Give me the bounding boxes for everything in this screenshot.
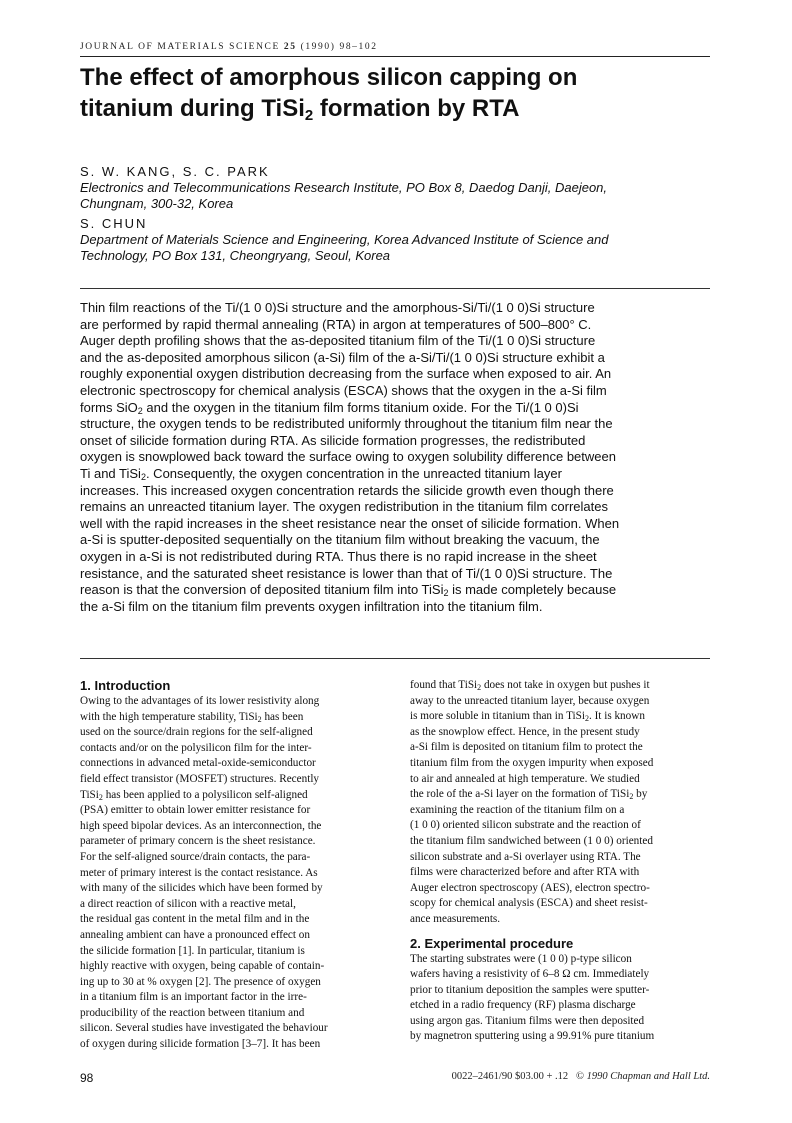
body-line: meter of primary interest is the contact resistance. As xyxy=(80,866,318,879)
abstract-subscript: 2 xyxy=(140,471,146,482)
abstract-text: and the oxygen in the titanium film forms titanium oxide. For the Ti/(1 0 0)Si xyxy=(142,399,579,415)
body-text: . It is known xyxy=(588,710,645,723)
body-line: (1 0 0) oriented silicon substrate and the reaction of xyxy=(410,819,641,832)
body-subscript: 2 xyxy=(629,792,634,802)
body-text: does not take in oxygen but pushes it xyxy=(481,679,650,691)
body-subscript: 2 xyxy=(98,792,103,802)
body-text: TiSi xyxy=(80,788,99,801)
abstract-line: electronic spectroscopy for chemical analysis (ESCA) shows that the oxygen in the a-Si film xyxy=(80,382,607,398)
abstract-line xyxy=(80,400,720,417)
body-text: is more soluble in titanium than in TiSi xyxy=(410,710,585,723)
body-subscript: 2 xyxy=(477,683,482,692)
body-line: used on the source/drain regions for the self-aligned xyxy=(80,726,313,739)
body-text: by xyxy=(633,788,648,801)
abstract-line: increases. This increased oxygen concentration retards the silicide growth even though there xyxy=(80,482,614,498)
title-subscript: 2 xyxy=(304,107,314,124)
body-line xyxy=(80,710,388,726)
abstract-subscript: 2 xyxy=(443,588,449,599)
body-line: (PSA) emitter to obtain lower emitter resistance for xyxy=(80,804,311,817)
body-line: connections in advanced metal-oxide-semiconductor xyxy=(80,757,316,770)
body-line: wafers having a resistivity of 6–8 Ω cm. Immediately xyxy=(410,968,650,981)
section-heading: 1. Introduction xyxy=(80,678,171,693)
body-line: titanium film from the oxygen impurity when exposed xyxy=(410,756,654,769)
body-subscript: 2 xyxy=(257,714,262,724)
title-text: formation by RTA xyxy=(313,95,520,122)
article-code: 0022–2461/90 $03.00 + .12 xyxy=(451,1071,569,1082)
publisher: 1990 Chapman and Hall Ltd. xyxy=(586,1071,710,1082)
journal-header xyxy=(80,42,378,52)
body-line: prior to titanium deposition the samples were sputter- xyxy=(410,983,650,996)
abstract-line: the a-Si film on the titanium film prevents oxygen infiltration into the titanium film. xyxy=(80,598,543,614)
journal-year-pages: (1990) 98–102 xyxy=(300,42,378,52)
author-affiliation: Chungnam, 300-32, Korea xyxy=(80,196,234,211)
abstract-line: remains an unreacted titanium layer. The oxygen redistribution in the titanium film correlates xyxy=(80,499,608,515)
body-line: For the self-aligned source/drain contacts, the para- xyxy=(80,850,311,863)
body-line: annealing ambient can have a pronounced effect on xyxy=(80,928,310,941)
body-line: high speed bipolar devices. As an interconnection, the xyxy=(80,819,322,832)
body-line: away to the unreacted titanium layer, because oxygen xyxy=(410,694,650,707)
body-line: ing up to 30 at % oxygen [2]. The presence of oxygen xyxy=(80,975,321,988)
body-text: the role of the a-Si layer on the formation of TiSi xyxy=(410,788,630,801)
abstract-line: Auger depth profiling shows that the as-deposited titanium film of the Ti/(1 0 0)Si structure xyxy=(80,333,596,349)
abstract-line: roughly exponential oxygen distribution decreasing from the surface when exposed to air. An xyxy=(80,366,612,382)
author-names: S. W. KANG, S. C. PARK xyxy=(80,164,270,179)
abstract-bottom-rule xyxy=(80,658,710,659)
body-line: Auger electron spectroscopy (AES), electron spectro- xyxy=(410,881,650,894)
left-column xyxy=(80,678,388,1053)
abstract-line: Thin film reactions of the Ti/(1 0 0)Si structure and the amorphous-Si/Ti/(1 0 0)Si structure xyxy=(80,300,595,315)
body-line: as the snowplow effect. Hence, in the present study xyxy=(410,725,640,738)
body-line: a direct reaction of silicon with a reactive metal, xyxy=(80,897,296,910)
body-line xyxy=(410,678,718,694)
body-line: using argon gas. Titanium films were then deposited xyxy=(410,1014,645,1027)
abstract-text: . Consequently, the oxygen concentration in the unreacted titanium layer xyxy=(145,465,562,481)
body-text: found that TiSi xyxy=(410,679,478,691)
abstract-text: forms SiO xyxy=(80,399,138,415)
body-line: a-Si film is deposited on titanium film to protect the xyxy=(410,741,643,754)
copyright-line xyxy=(452,1071,710,1082)
body-line: silicon. Several studies have investigated the behaviour xyxy=(80,1022,328,1035)
abstract-line: well with the rapid increases in the sheet resistance near the onset of silicide formation. When xyxy=(80,515,620,531)
abstract-text: Ti and TiSi xyxy=(80,465,141,481)
body-line: contacts and/or on the polysilicon film for the inter- xyxy=(80,741,312,754)
body-line: silicon substrate and a-Si overlayer using RTA. The xyxy=(410,850,641,863)
author-affiliation: Electronics and Telecommunications Research Institute, PO Box 8, Daedog Danji, Daejeon, xyxy=(80,180,608,195)
title-line xyxy=(80,93,720,124)
title-line: The effect of amorphous silicon capping on xyxy=(80,64,578,91)
body-line: with many of the silicides which have been formed by xyxy=(80,882,323,895)
body-line: to air and annealed at high temperature. We studied xyxy=(410,772,640,785)
title-text: titanium during TiSi xyxy=(80,95,305,122)
abstract-line: and the as-deposited amorphous silicon (a-Si) film of the a-Si/Ti/(1 0 0)Si structure exhibit a xyxy=(80,349,605,365)
abstract-text: is made completely because xyxy=(448,582,617,598)
right-column xyxy=(410,678,718,1045)
abstract-line: structure, the oxygen tends to be redistributed uniformly throughout the titanium film near the xyxy=(80,416,613,432)
abstract-top-rule xyxy=(80,288,710,289)
body-line: of oxygen during silicide formation [3–7]. It has been xyxy=(80,1038,321,1051)
body-line: the silicide formation [1]. In particular, titanium is xyxy=(80,944,305,957)
abstract-line: a-Si is sputter-deposited sequentially on the titanium film without breaking the vacuum, the xyxy=(80,532,600,548)
journal-name: JOURNAL OF MATERIALS SCIENCE xyxy=(80,42,280,52)
body-line: scopy for chemical analysis (ESCA) and sheet resist- xyxy=(410,897,648,910)
body-line xyxy=(410,787,718,803)
abstract-line xyxy=(80,466,720,483)
abstract-line: oxygen is snowplowed back toward the surface owing to oxygen solubility difference between xyxy=(80,449,616,465)
abstract-line xyxy=(80,582,720,599)
body-line: etched in a radio frequency (RF) plasma discharge xyxy=(410,999,636,1012)
body-line: by magnetron sputtering using a 99.91% pure titanium xyxy=(410,1030,655,1043)
body-line: Owing to the advantages of its lower resistivity along xyxy=(80,695,320,707)
body-line xyxy=(80,788,388,804)
body-line xyxy=(410,709,718,725)
author-affiliation: Department of Materials Science and Engineering, Korea Advanced Institute of Science and xyxy=(80,232,609,247)
abstract-subscript: 2 xyxy=(137,405,143,416)
header-rule xyxy=(80,56,710,57)
author-block xyxy=(80,164,720,264)
abstract-line: resistance, and the saturated sheet resistance is lower than that of Ti/(1 0 0)Si structure. The xyxy=(80,565,613,581)
body-line: parameter of primary concern is the sheet resistance. xyxy=(80,835,316,848)
body-text: has been applied to a polysilicon self-aligned xyxy=(102,788,308,801)
body-text: has been xyxy=(261,710,304,723)
body-line: ance measurements. xyxy=(410,912,501,925)
body-line: The starting substrates were (1 0 0) p-type silicon xyxy=(410,952,632,965)
section-heading: 2. Experimental procedure xyxy=(410,935,574,951)
body-line: the residual gas content in the metal film and in the xyxy=(80,913,310,926)
body-line: films were characterized before and after RTA with xyxy=(410,866,640,879)
abstract-line: onset of silicide formation during RTA. As silicide formation progresses, the redistributed xyxy=(80,432,586,448)
body-line: producibility of the reaction between titanium and xyxy=(80,1006,305,1019)
author-names: S. CHUN xyxy=(80,216,148,231)
body-subscript: 2 xyxy=(584,714,589,724)
body-line: in a titanium film is an important factor in the irre- xyxy=(80,991,307,1004)
abstract-text: reason is that the conversion of deposited titanium film into TiSi xyxy=(80,582,444,598)
page-number: 98 xyxy=(80,1071,94,1085)
copyright-icon: © xyxy=(576,1071,584,1082)
body-line: field effect transistor (MOSFET) structures. Recently xyxy=(80,772,320,785)
body-text: with the high temperature stability, TiSi xyxy=(80,710,258,723)
journal-volume: 25 xyxy=(283,42,297,52)
abstract-line: oxygen in a-Si is not redistributed during RTA. Thus there is no rapid increase in the sheet xyxy=(80,548,597,564)
paper-title xyxy=(80,62,720,124)
body-line: examining the reaction of the titanium film on a xyxy=(410,803,625,816)
body-line: the titanium film sandwiched between (1 0 0) oriented xyxy=(410,834,653,847)
body-line: highly reactive with oxygen, being capable of contain- xyxy=(80,960,325,973)
abstract xyxy=(80,300,720,615)
abstract-line: are performed by rapid thermal annealing (RTA) in argon at temperatures of 500–800° C. xyxy=(80,316,592,332)
author-affiliation: Technology, PO Box 131, Cheongryang, Seoul, Korea xyxy=(80,248,391,263)
